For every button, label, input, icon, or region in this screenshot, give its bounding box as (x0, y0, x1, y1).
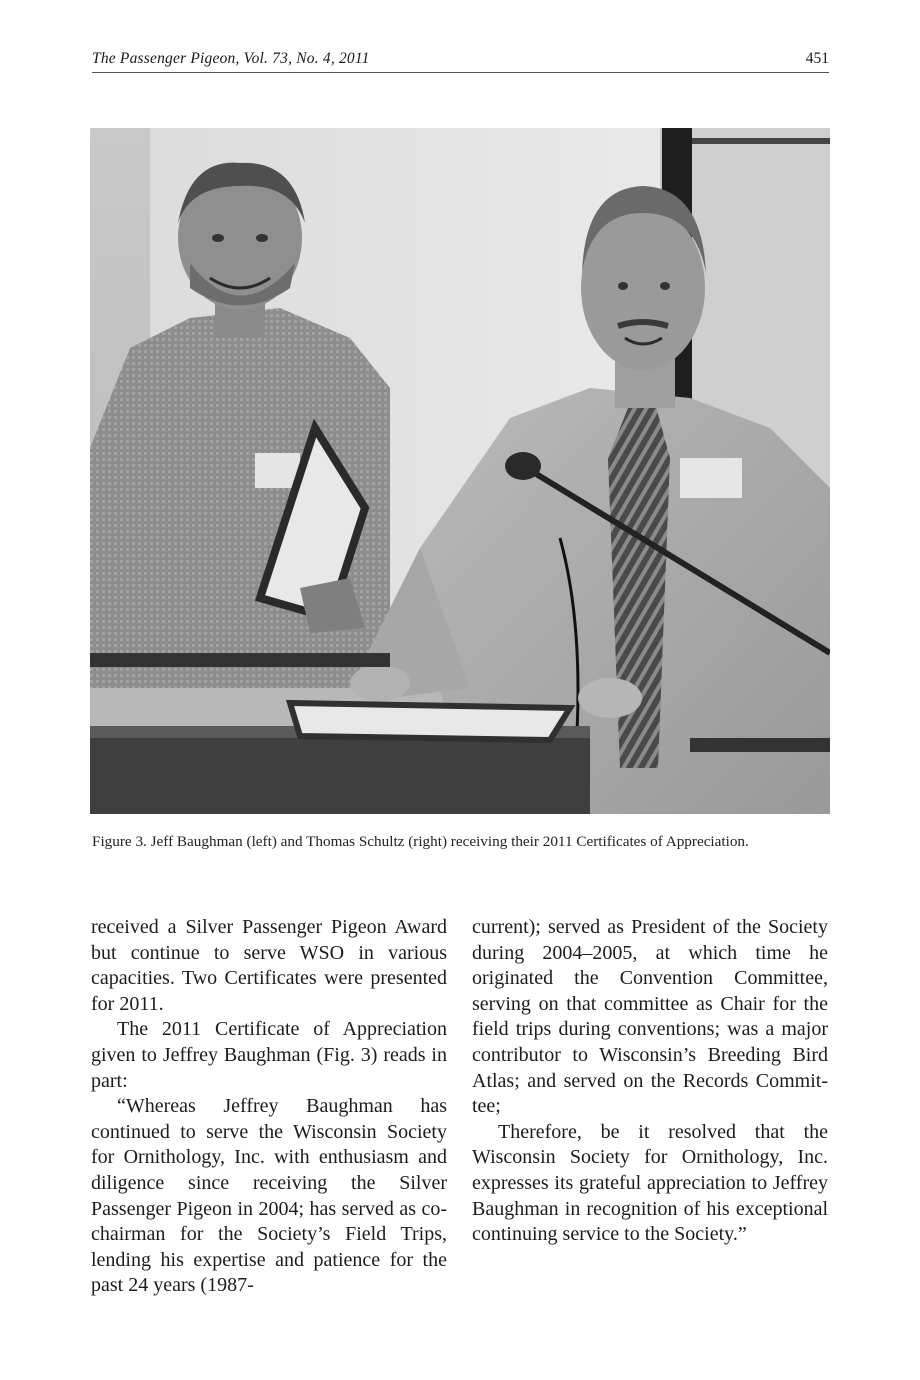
body-paragraph: current); served as President of the Society during 2004–2005, at which time he originated the Convention Committee, serving on that committee as Chair for the field trips during conventions; was a major contributor to Wisconsin’s Breeding Bird Atlas; and served on the Records Committee; (472, 916, 828, 1118)
lectern (90, 733, 590, 814)
right-name-badge (680, 458, 742, 498)
journal-title: The Passenger Pigeon, Vol. 73, No. 4, 2011 (92, 50, 370, 67)
microphone (505, 452, 541, 480)
running-head (92, 48, 829, 73)
figure-caption: Figure 3. Jeff Baughman (left) and Thomas Schultz (right) receiving their 2011 Certificates of Appreciation. (92, 833, 749, 850)
figure-photo (90, 128, 830, 814)
lectern-certificate (290, 703, 570, 740)
body-paragraph: Therefore, be it resolved that the Wisconsin Society for Ornithology, Inc. expresses its grateful appreciation to Jeffrey Baughman in recognition of his exceptional continuing service to the Society.” (472, 1120, 828, 1246)
body-paragraph: received a Silver Passenger Pigeon Award but continue to serve WSO in various capacities. Two Certificates were presented for 2011. (91, 916, 447, 1015)
left-column (91, 915, 447, 1299)
right-column (472, 915, 828, 1248)
page-number: 451 (805, 50, 829, 67)
body-paragraph: “Whereas Jeffrey Baughman has continued to serve the Wisconsin Society for Ornithology, Inc. with enthusiasm and diligence since receiving the Silver Passenger Pigeon in 2004; has served as co-chairman for the Society’s Field Trips, lending his expertise and patience for the past 24 years (1987- (91, 1095, 447, 1297)
body-paragraph: The 2011 Certificate of Appreciation given to Jeffrey Baughman (Fig. 3) reads in part: (91, 1018, 447, 1092)
